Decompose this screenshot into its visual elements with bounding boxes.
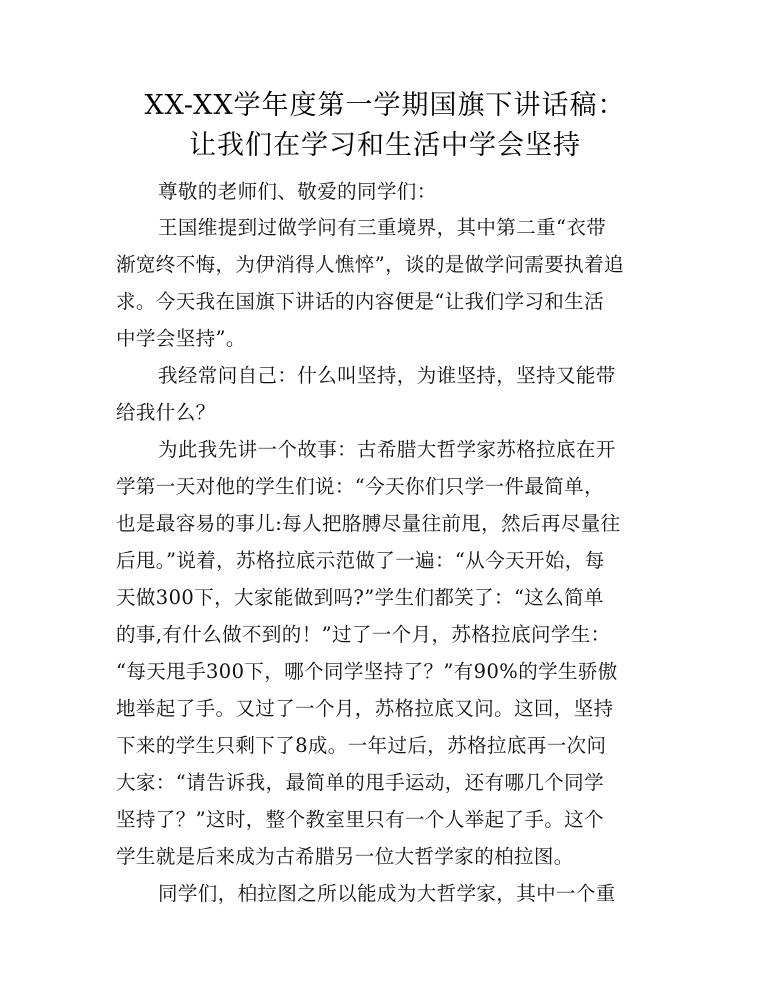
paragraph-line: 大家：“请告诉我，最简单的甩手运动，还有哪几个同学 — [116, 771, 604, 794]
document-title-line-2: 让我们在学习和生活中学会坚持 — [189, 130, 581, 161]
paragraph-line: 为此我先讲一个故事：古希腊大哲学家苏格拉底在开 — [158, 438, 616, 461]
paragraph-line: 天做300下，大家能做到吗?”学生们都笑了：“这么简单 — [116, 586, 604, 609]
paragraph-line: 坚持了？”这时，整个教室里只有一个人举起了手。这个 — [116, 808, 604, 831]
paragraph-line: 后甩。”说着，苏格拉底示范做了一遍：“从今天开始，每 — [116, 549, 605, 572]
salutation: 尊敬的老师们、敬爱的同学们： — [158, 180, 437, 203]
paragraph-line: “每天甩手300下，哪个同学坚持了？”有90%的学生骄傲 — [116, 660, 618, 683]
paragraph-line: 学第一天对他的学生们说：“今天你们只学一件最简单， — [116, 475, 604, 498]
paragraph-line: 王国维提到过做学问有三重境界，其中第二重“衣带 — [158, 216, 607, 239]
paragraph-line: 学生就是后来成为古希腊另一位大哲学家的柏拉图。 — [116, 845, 574, 868]
paragraph-line: 的事,有什么做不到的！”过了一个月，苏格拉底问学生： — [116, 623, 611, 646]
paragraph-line: 同学们，柏拉图之所以能成为大哲学家，其中一个重 — [158, 882, 616, 905]
paragraph-line: 渐宽终不悔，为伊消得人憔悴”，谈的是做学问需要执着追 — [116, 253, 624, 276]
document-title-line-1: XX-XX学年度第一学期国旗下讲话稿： — [144, 90, 626, 121]
paragraph-line: 我经常问自己：什么叫坚持，为谁坚持，坚持又能带 — [158, 364, 616, 387]
paragraph-line: 也是最容易的事儿:每人把胳膊尽量往前甩，然后再尽量往 — [116, 512, 621, 535]
paragraph-line: 给我什么？ — [116, 401, 216, 424]
paragraph-line: 下来的学生只剩下了8成。一年过后，苏格拉底再一次问 — [116, 734, 607, 757]
paragraph-line: 地举起了手。又过了一个月，苏格拉底又问。这回，坚持 — [116, 697, 614, 720]
paragraph-line: 求。今天我在国旗下讲话的内容便是“让我们学习和生活 — [116, 290, 604, 313]
paragraph-line: 中学会坚持”。 — [116, 327, 246, 350]
